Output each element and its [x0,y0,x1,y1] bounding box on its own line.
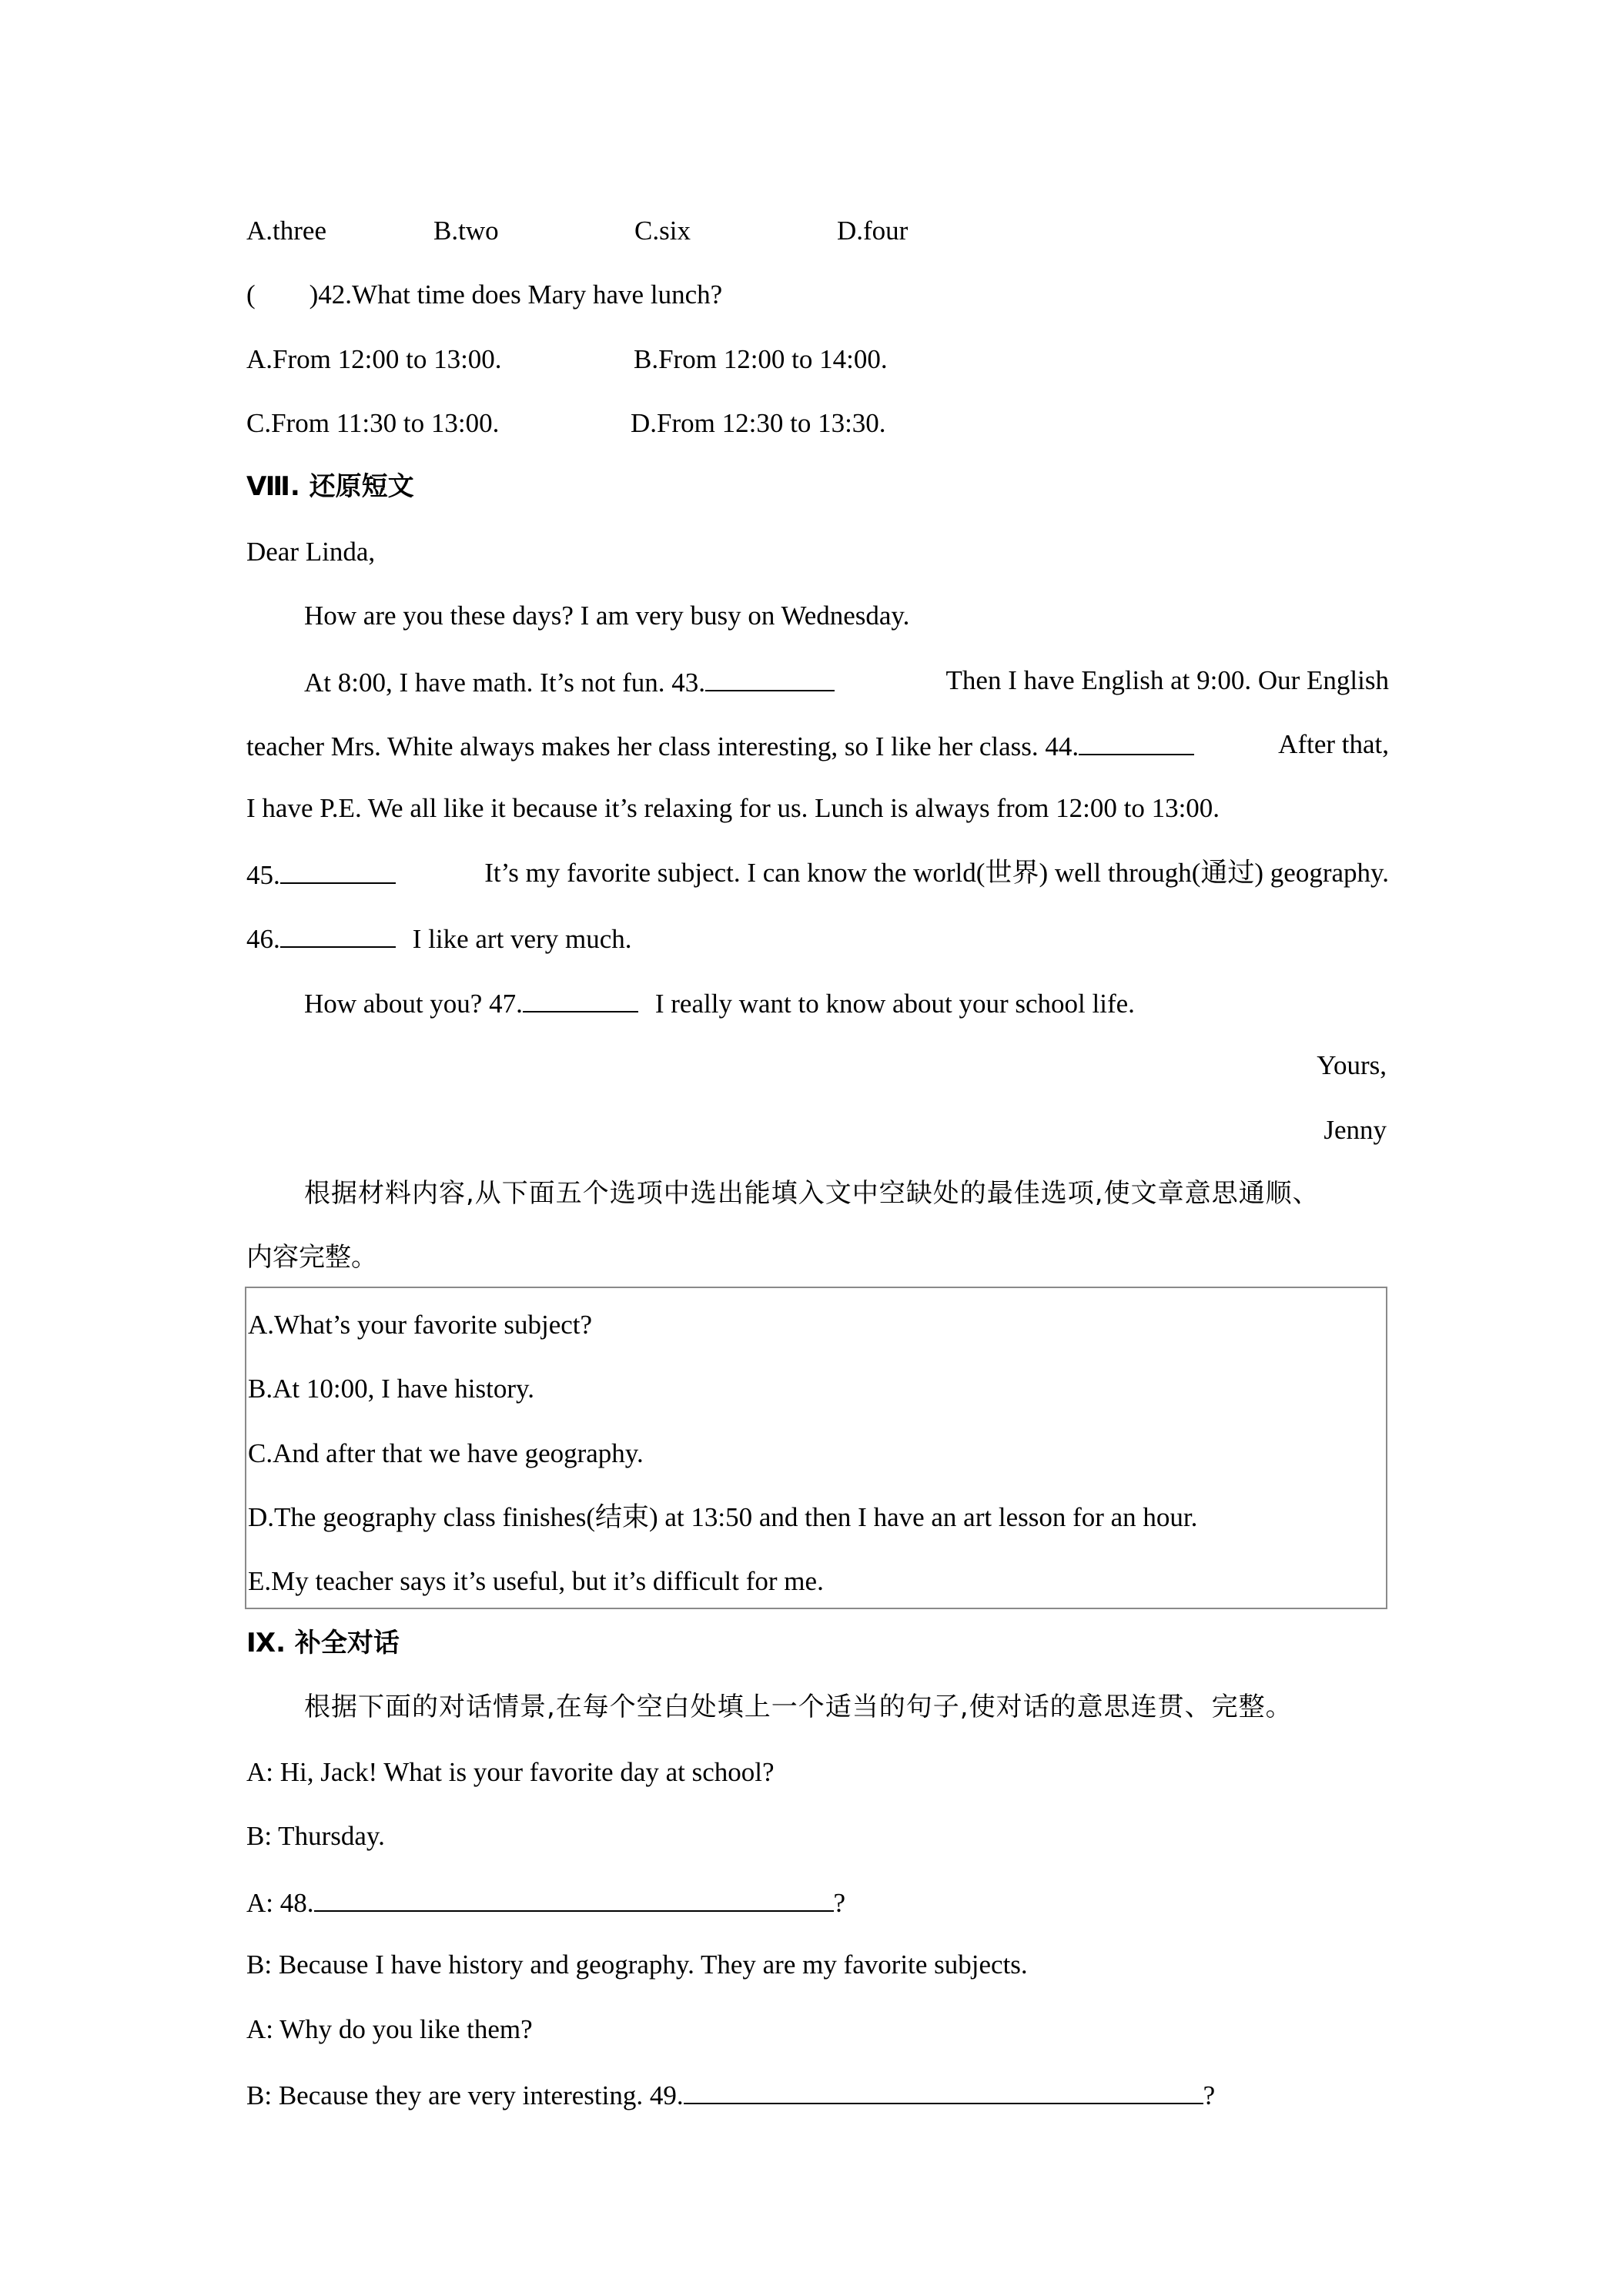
text-44: teacher Mrs. White always makes her class interesting, so I like her class. 44. [246,731,1079,761]
letter-line-47 [304,988,1135,1017]
letter-line-43 [304,667,1389,696]
blank-47[interactable] [523,988,638,1012]
section-9-title: Ⅸ. 补全对话 [246,1628,400,1658]
text-49: B: Because they are very interesting. 49. [246,2080,684,2110]
option-c: C.And after that we have geography. [248,1438,644,1468]
dialogue-line-4: B: Because I have history and geography. They are my favorite subjects. [246,1950,1028,1980]
section-8-title: Ⅷ. 还原短文 [246,471,414,502]
dialogue-line-48 [246,1887,845,1916]
blank-48[interactable] [314,1887,834,1912]
text-48-end: ? [833,1888,846,1918]
text-46: 46. [246,924,280,954]
letter-line-44 [246,731,1389,760]
text-47: How about you? 47. [304,989,523,1019]
options-box [245,1287,1387,1609]
dialogue-line-1: A: Hi, Jack! What is your favorite day at school? [246,1757,775,1787]
letter-greeting: Dear Linda, [246,537,376,567]
text-48: A: 48. [246,1888,314,1918]
q41-option-b: B.two [433,216,499,246]
text-47-after: I really want to know about your school life. [654,989,1135,1019]
section-9-instruction: 根据下面的对话情景,在每个空白处填上一个适当的句子,使对话的意思连贯、完整。 [304,1692,1293,1722]
dialogue-line-5: A: Why do you like them? [246,2014,533,2044]
text-43: At 8:00, I have math. It’s not fun. 43. [304,668,706,698]
letter-paragraph-1: How are you these days? I am very busy on Wednesday. [304,601,910,631]
q42-question: ( )42.What time does Mary have lunch? [246,279,723,310]
option-b: B.At 10:00, I have history. [248,1374,534,1404]
text-43-after: Then I have English at 9:00. Our English [945,665,1389,695]
dialogue-line-2: B: Thursday. [246,1821,385,1851]
letter-closing: Yours, [1317,1050,1387,1080]
text-45-after: It’s my favorite subject. I can know the world(世界) well through(通过) geography. [484,858,1389,888]
section-8-instruction: 根据材料内容,从下面五个选项中选出能填入文中空缺处的最佳选项,使文章意思通顺、 [304,1178,1320,1209]
q41-option-a: A.three [246,216,326,246]
q41-option-d: D.four [837,216,909,246]
section-8-instruction-cont: 内容完整。 [246,1242,377,1273]
text-44-after: After that, [1278,729,1389,759]
option-e: E.My teacher says it’s useful, but it’s difficult for me. [248,1566,824,1596]
letter-signature: Jenny [1323,1115,1387,1145]
letter-line-46 [246,923,632,952]
blank-49[interactable] [684,2080,1203,2104]
blank-46[interactable] [280,923,396,948]
text-49-end: ? [1203,2080,1216,2110]
blank-45[interactable] [280,859,396,884]
option-a: A.What’s your favorite subject? [248,1310,593,1340]
q42-option-b: B.From 12:00 to 14:00. [634,344,888,374]
option-d: D.The geography class finishes(结束) at 13:50 and then I have an art lesson for an hour. [248,1502,1198,1532]
dialogue-line-49 [246,2080,1215,2109]
q41-option-c: C.six [634,216,691,246]
text-45: 45. [246,860,280,890]
blank-43[interactable] [705,667,835,691]
q42-option-c: C.From 11:30 to 13:00. [246,408,500,438]
q42-option-d: D.From 12:30 to 13:30. [631,408,886,438]
blank-44[interactable] [1079,731,1194,755]
letter-line-pe: I have P.E. We all like it because it’s relaxing for us. Lunch is always from 12:00 to 13:00. [246,793,1220,823]
letter-line-45 [246,859,1389,889]
text-46-after: I like art very much. [412,924,632,954]
q42-option-a: A.From 12:00 to 13:00. [246,344,502,374]
